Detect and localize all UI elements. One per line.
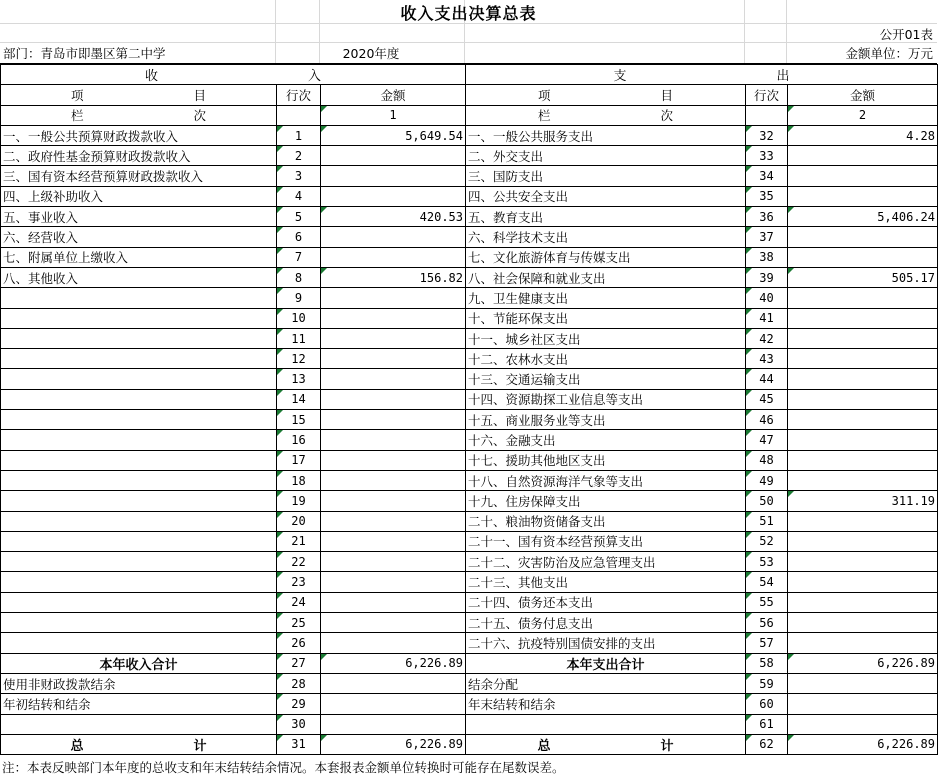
income-lineno-index [277, 105, 321, 125]
expense-amount-value [788, 166, 938, 186]
expense-item-label: 十二、农林水支出 [466, 349, 746, 369]
income-amount-value [321, 369, 466, 389]
income-line-number: 30 [277, 714, 321, 734]
income-line-number: 10 [277, 308, 321, 328]
expense-line-number: 34 [746, 166, 788, 186]
table-row [1, 227, 938, 247]
income-item-label: 七、附属单位上缴收入 [1, 247, 277, 267]
form-number: 公开01表 [879, 27, 933, 42]
income-amount-value [321, 714, 466, 734]
col-label-a: 栏 [70, 108, 84, 124]
table-row [1, 531, 938, 551]
table-row [1, 146, 938, 166]
income-amount-value [321, 552, 466, 572]
column-header-row [1, 85, 938, 105]
expense-grand-label-b: 计 [660, 738, 674, 754]
income-line-number: 5 [277, 207, 321, 227]
expense-item-label: 结余分配 [466, 673, 746, 693]
table-row [1, 592, 938, 612]
income-item-label [1, 531, 277, 551]
table-row [1, 328, 938, 348]
fiscal-year-label: 2020年度 [342, 46, 400, 61]
income-section-label-b: 入 [308, 69, 322, 85]
income-item-label [1, 349, 277, 369]
expense-item-label: 二十六、抗疫特别国债安排的支出 [466, 633, 746, 653]
income-item-header [1, 85, 277, 105]
income-amount-value [321, 288, 466, 308]
expense-grand-label-a: 总 [537, 738, 551, 754]
table-row [1, 430, 938, 450]
expense-amount-value [788, 470, 938, 490]
expense-line-number: 47 [746, 430, 788, 450]
column-index-row [1, 105, 938, 125]
income-line-number: 18 [277, 470, 321, 490]
table-row [1, 572, 938, 592]
expense-amount-value: 4.28 [788, 125, 938, 145]
income-item-label: 八、其他收入 [1, 267, 277, 287]
expense-line-number: 53 [746, 552, 788, 572]
expense-line-number: 52 [746, 531, 788, 551]
table-row [1, 491, 938, 511]
income-amount-value [321, 592, 466, 612]
income-item-label [1, 470, 277, 490]
income-line-number: 20 [277, 511, 321, 531]
expense-amount-value: 6,226.89 [788, 734, 938, 754]
income-item-label: 五、事业收入 [1, 207, 277, 227]
department-label: 部门：青岛市即墨区第二中学 [3, 46, 166, 61]
expense-amount-value [788, 673, 938, 693]
expense-amount-value [788, 247, 938, 267]
expense-amount-value [788, 328, 938, 348]
income-item-label [1, 450, 277, 470]
expense-amount-value: 5,406.24 [788, 207, 938, 227]
expense-line-number: 48 [746, 450, 788, 470]
expense-line-number: 62 [746, 734, 788, 754]
expense-amount-value [788, 552, 938, 572]
expense-section-label-a: 支 [613, 69, 627, 85]
expense-amount-value [788, 531, 938, 551]
income-line-number: 8 [277, 267, 321, 287]
expense-line-number: 33 [746, 146, 788, 166]
expense-item-label: 十八、自然资源海洋气象等支出 [466, 470, 746, 490]
income-col-label [1, 105, 277, 125]
expense-line-number: 40 [746, 288, 788, 308]
expense-grand-total-label [466, 734, 746, 754]
income-lineno-header: 行次 [277, 85, 321, 105]
expense-line-number: 51 [746, 511, 788, 531]
expense-line-number: 35 [746, 186, 788, 206]
expense-line-number: 50 [746, 491, 788, 511]
expense-amount-value [788, 592, 938, 612]
income-section-label-a: 收 [144, 69, 158, 85]
expense-item-label: 二十五、债务付息支出 [466, 613, 746, 633]
expense-amount-value [788, 227, 938, 247]
expense-item-label: 二十四、债务还本支出 [466, 592, 746, 612]
expense-section-header [466, 65, 938, 85]
expense-item-label: 八、社会保障和就业支出 [466, 267, 746, 287]
income-amount-value: 6,226.89 [321, 653, 466, 673]
amount-unit-label: 金额单位：万元 [845, 46, 933, 61]
budget-table [0, 64, 938, 755]
expense-col-index: 2 [788, 105, 938, 125]
col-label-a-r: 栏 [537, 108, 551, 124]
expense-line-number: 44 [746, 369, 788, 389]
item-header-a-r: 项 [537, 87, 551, 103]
expense-amount-value [788, 288, 938, 308]
expense-item-label: 十七、援助其他地区支出 [466, 450, 746, 470]
income-line-number: 25 [277, 613, 321, 633]
income-amount-value [321, 389, 466, 409]
expense-item-label: 二十、粮油物资储备支出 [466, 511, 746, 531]
income-item-label [1, 308, 277, 328]
expense-amount-value [788, 511, 938, 531]
expense-amount-value [788, 349, 938, 369]
income-line-number: 13 [277, 369, 321, 389]
table-note: 注：本表反映部门本年度的总收支和年末结转结余情况。本套报表金额单位转换时可能存在尾数误差。 [2, 760, 565, 776]
income-amount-value [321, 531, 466, 551]
table-row [1, 349, 938, 369]
income-grand-total-label [1, 734, 277, 754]
income-line-number: 6 [277, 227, 321, 247]
expense-item-label: 十、节能环保支出 [466, 308, 746, 328]
expense-amount-value [788, 369, 938, 389]
expense-line-number: 59 [746, 673, 788, 693]
expense-amount-value [788, 430, 938, 450]
income-item-label [1, 288, 277, 308]
income-section-header [1, 65, 466, 85]
income-amount-value [321, 410, 466, 430]
income-line-number: 24 [277, 592, 321, 612]
income-item-label: 四、上级补助收入 [1, 186, 277, 206]
income-item-label [1, 592, 277, 612]
section-header-row [1, 65, 938, 85]
expense-item-label: 十一、城乡社区支出 [466, 328, 746, 348]
header-meta-row [0, 43, 937, 64]
income-item-label [1, 410, 277, 430]
income-line-number: 15 [277, 410, 321, 430]
income-item-label [1, 491, 277, 511]
income-line-number: 19 [277, 491, 321, 511]
income-line-number: 27 [277, 653, 321, 673]
table-row [1, 247, 938, 267]
table-row [1, 511, 938, 531]
expense-item-label: 二十二、灾害防治及应急管理支出 [466, 552, 746, 572]
income-amount-value: 420.53 [321, 207, 466, 227]
table-row [1, 714, 938, 734]
expense-line-number: 49 [746, 470, 788, 490]
table-row [1, 633, 938, 653]
income-amount-header: 金额 [321, 85, 466, 105]
header-formno-row [0, 24, 937, 43]
expense-line-number: 56 [746, 613, 788, 633]
expense-section-label-b: 出 [776, 69, 790, 85]
income-line-number: 23 [277, 572, 321, 592]
table-row [1, 410, 938, 430]
income-amount-value [321, 694, 466, 714]
income-item-label: 使用非财政拨款结余 [1, 673, 277, 693]
expense-item-label: 十五、商业服务业等支出 [466, 410, 746, 430]
income-amount-value [321, 470, 466, 490]
income-line-number: 26 [277, 633, 321, 653]
income-line-number: 16 [277, 430, 321, 450]
income-item-label: 年初结转和结余 [1, 694, 277, 714]
income-amount-value [321, 491, 466, 511]
income-amount-value [321, 227, 466, 247]
income-item-label: 三、国有资本经营预算财政拨款收入 [1, 166, 277, 186]
expense-item-label: 十四、资源勘探工业信息等支出 [466, 389, 746, 409]
expense-line-number: 61 [746, 714, 788, 734]
expense-amount-value [788, 613, 938, 633]
income-amount-value [321, 166, 466, 186]
income-item-label [1, 633, 277, 653]
income-item-label [1, 552, 277, 572]
income-line-number: 7 [277, 247, 321, 267]
expense-amount-value [788, 714, 938, 734]
income-line-number: 31 [277, 734, 321, 754]
expense-amount-value [788, 572, 938, 592]
expense-item-label: 二十三、其他支出 [466, 572, 746, 592]
expense-item-label: 六、科学技术支出 [466, 227, 746, 247]
expense-item-label: 七、文化旅游体育与传媒支出 [466, 247, 746, 267]
col-label-b: 次 [193, 108, 207, 124]
expense-amount-value [788, 633, 938, 653]
expense-item-label: 四、公共安全支出 [466, 186, 746, 206]
table-row [1, 166, 938, 186]
expense-item-label: 十九、住房保障支出 [466, 491, 746, 511]
expense-amount-value: 6,226.89 [788, 653, 938, 673]
col-label-b-r: 次 [660, 108, 674, 124]
report-header [0, 0, 937, 64]
table-row [1, 207, 938, 227]
income-amount-value: 156.82 [321, 267, 466, 287]
expense-line-number: 38 [746, 247, 788, 267]
income-line-number: 3 [277, 166, 321, 186]
table-row [1, 125, 938, 145]
expense-item-label: 二、外交支出 [466, 146, 746, 166]
expense-item-label: 五、教育支出 [466, 207, 746, 227]
expense-amount-header: 金额 [788, 85, 938, 105]
income-amount-value [321, 572, 466, 592]
expense-item-label: 十六、金融支出 [466, 430, 746, 450]
expense-amount-value [788, 308, 938, 328]
income-item-label [1, 430, 277, 450]
income-line-number: 2 [277, 146, 321, 166]
income-amount-value [321, 430, 466, 450]
income-line-number: 1 [277, 125, 321, 145]
table-row [1, 734, 938, 754]
expense-amount-value: 311.19 [788, 491, 938, 511]
income-item-label: 一、一般公共预算财政拨款收入 [1, 125, 277, 145]
income-item-label [1, 369, 277, 389]
income-line-number: 4 [277, 186, 321, 206]
expense-item-header [466, 85, 746, 105]
table-row [1, 653, 938, 673]
expense-item-label: 二十一、国有资本经营预算支出 [466, 531, 746, 551]
expense-item-label [466, 714, 746, 734]
income-amount-value [321, 146, 466, 166]
income-amount-value: 6,226.89 [321, 734, 466, 754]
table-row [1, 288, 938, 308]
page-title: 收入支出决算总表 [400, 4, 537, 23]
expense-line-number: 45 [746, 389, 788, 409]
expense-item-label: 年末结转和结余 [466, 694, 746, 714]
income-item-label [1, 613, 277, 633]
expense-item-label: 九、卫生健康支出 [466, 288, 746, 308]
table-row [1, 613, 938, 633]
income-line-number: 11 [277, 328, 321, 348]
income-line-number: 17 [277, 450, 321, 470]
table-row [1, 673, 938, 693]
item-header-b-r: 目 [660, 87, 674, 103]
income-item-label [1, 389, 277, 409]
expense-amount-value [788, 450, 938, 470]
income-item-label [1, 511, 277, 531]
expense-item-label: 一、一般公共服务支出 [466, 125, 746, 145]
income-amount-value [321, 186, 466, 206]
expense-lineno-index [746, 105, 788, 125]
table-row [1, 450, 938, 470]
expense-line-number: 37 [746, 227, 788, 247]
expense-amount-value [788, 389, 938, 409]
expense-line-number: 36 [746, 207, 788, 227]
table-row [1, 470, 938, 490]
item-header-b: 目 [193, 87, 207, 103]
income-item-label: 二、政府性基金预算财政拨款收入 [1, 146, 277, 166]
expense-lineno-header: 行次 [746, 85, 788, 105]
expense-line-number: 43 [746, 349, 788, 369]
income-line-number: 14 [277, 389, 321, 409]
expense-line-number: 55 [746, 592, 788, 612]
expense-item-label: 三、国防支出 [466, 166, 746, 186]
income-amount-value [321, 308, 466, 328]
income-amount-value [321, 247, 466, 267]
expense-total-label: 本年支出合计 [466, 653, 746, 673]
income-total-label: 本年收入合计 [1, 653, 277, 673]
income-amount-value [321, 349, 466, 369]
income-grand-label-a: 总 [70, 738, 84, 754]
expense-line-number: 60 [746, 694, 788, 714]
expense-amount-value: 505.17 [788, 267, 938, 287]
income-col-index: 1 [321, 105, 466, 125]
income-item-label: 六、经营收入 [1, 227, 277, 247]
item-header-a: 项 [70, 87, 84, 103]
expense-line-number: 58 [746, 653, 788, 673]
expense-line-number: 42 [746, 328, 788, 348]
expense-line-number: 54 [746, 572, 788, 592]
expense-amount-value [788, 186, 938, 206]
table-row [1, 186, 938, 206]
income-amount-value [321, 673, 466, 693]
expense-item-label: 十三、交通运输支出 [466, 369, 746, 389]
income-amount-value: 5,649.54 [321, 125, 466, 145]
income-line-number: 29 [277, 694, 321, 714]
income-line-number: 21 [277, 531, 321, 551]
income-line-number: 9 [277, 288, 321, 308]
header-title-row [0, 0, 937, 24]
expense-line-number: 39 [746, 267, 788, 287]
income-item-label [1, 328, 277, 348]
table-row [1, 267, 938, 287]
expense-amount-value [788, 694, 938, 714]
income-item-label [1, 714, 277, 734]
expense-col-label [466, 105, 746, 125]
expense-line-number: 41 [746, 308, 788, 328]
income-amount-value [321, 450, 466, 470]
table-row [1, 389, 938, 409]
expense-amount-value [788, 410, 938, 430]
table-row [1, 694, 938, 714]
table-row [1, 552, 938, 572]
income-amount-value [321, 613, 466, 633]
income-amount-value [321, 328, 466, 348]
table-row [1, 308, 938, 328]
income-line-number: 28 [277, 673, 321, 693]
income-grand-label-b: 计 [193, 738, 207, 754]
expense-amount-value [788, 146, 938, 166]
income-line-number: 22 [277, 552, 321, 572]
income-amount-value [321, 633, 466, 653]
table-row [1, 369, 938, 389]
expense-line-number: 46 [746, 410, 788, 430]
income-line-number: 12 [277, 349, 321, 369]
expense-line-number: 57 [746, 633, 788, 653]
income-item-label [1, 572, 277, 592]
income-amount-value [321, 511, 466, 531]
expense-line-number: 32 [746, 125, 788, 145]
